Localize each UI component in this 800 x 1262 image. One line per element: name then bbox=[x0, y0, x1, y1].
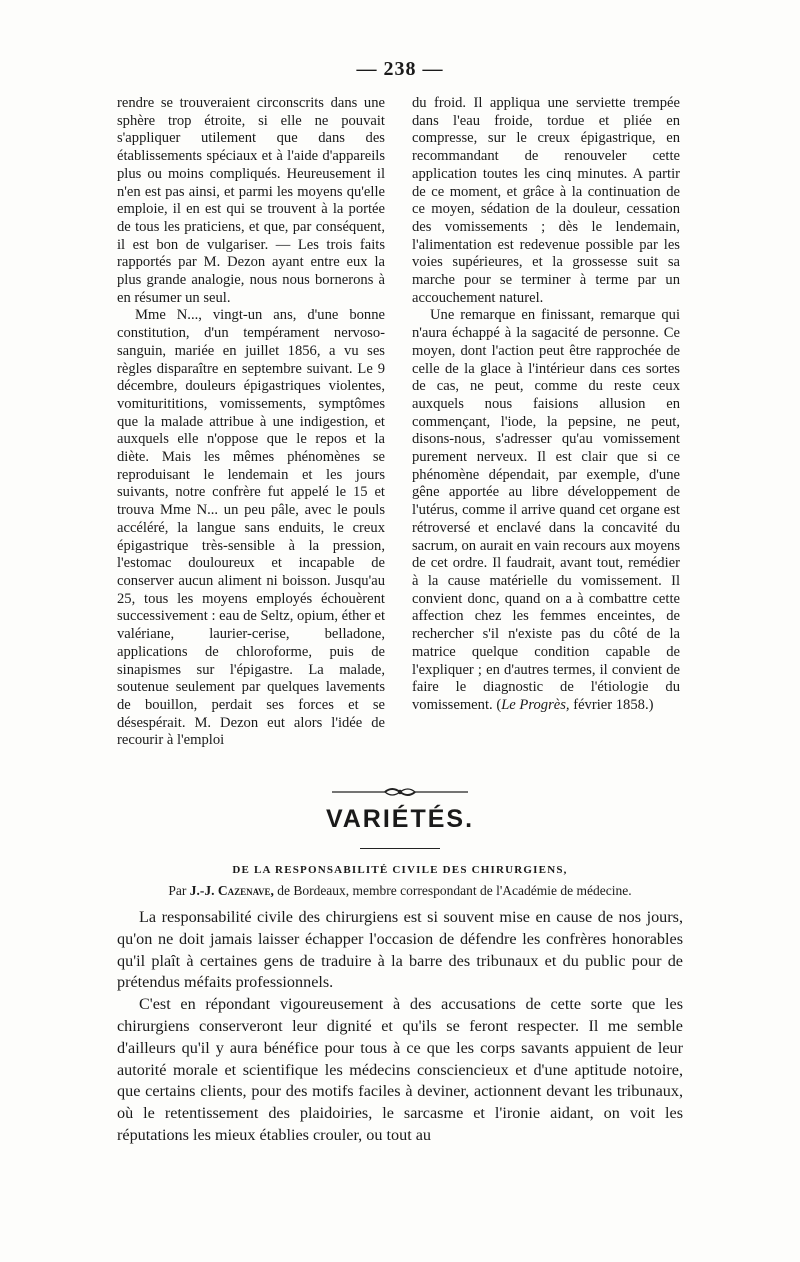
right-paragraph-2: Une remarque en finissant, remarque qui n'aura échappé à la sagacité de personne. Ce moyen, dont l'action peut être rapprochée de celle de la glace à l'intérieur dans ces sortes de cas, ne peut, comme du reste ceux auxquels nous faisions allusion en commençant, l'iode, la pepsine, ne peut, disons-nous, s'adresser qu'au vomissement purement nerveux. Il est clair que si ce phénomène dépendait, par exemple, d'une gêne apportée au libre développement de l'utérus, comme il arrive quand cet organe est rétroversé et enclavé dans la concavité du sacrum, on aurait en vain recours aux moyens de cet ordre. Il faudrait, avant tout, remédier à la cause matérielle du vomissement. Il convient donc, quand on a à combattre cette affection chez les femmes enceintes, de rechercher s'il n'existe pas du côté de la matrice quelque condition capable de l'expliquer ; en d'autres termes, il convient de faire le diagnostic de l'étiologie du vomissement. (Le Progrès, février 1858.) bbox=[412, 307, 680, 713]
right-paragraph-2-text: Une remarque en finissant, remarque qui n'aura échappé à la sagacité de personne. Ce moyen, dont l'action peut être rapprochée de celle de la glace à l'intérieur dans ces sortes de cas, ne peut, comme du reste ceux auxquels nous faisions allusion en commençant, l'iode, la pepsine, ne peut, disons-nous, s'adresser qu'au vomissement purement nerveux. Il est clair que si ce phénomène dépendait, par exemple, d'une gêne apportée au libre développement de l'utérus, comme il arrive quand cet organe est rétroversé et enclavé dans la concavité du sacrum, on aurait en vain recours aux moyens de cet ordre. Il faudrait, avant tout, remédier à la cause matérielle du vomissement. Il convient donc, quand on a à combattre cette affection chez les femmes enceintes, de rechercher s'il n'existe pas du côté de la matrice quelque condition capable de l'expliquer ; en d'autres termes, il convient de faire le diagnostic de l'étiologie du vomissement. bbox=[412, 307, 680, 713]
left-column bbox=[117, 95, 385, 750]
citation-date: février 1858.) bbox=[573, 696, 654, 713]
title-rule bbox=[360, 848, 440, 849]
left-paragraph-1: rendre se trouveraient circonscrits dans une sphère trop étroite, si elle ne pouvait s'appliquer utilement que dans des établissements spéciaux et à l'aide d'appareils plus ou moins compliqués. Heureusement il n'en est pas ainsi, et parmi les moyens qu'elle emploie, il en est qui se trouvent à la portée de tous les praticiens, et que, par conséquent, il est bon de vulgariser. — Les trois faits rapportés par M. Dezon ayant entre eux la plus grande analogie, nous nous bornerons à en résumer un seul. bbox=[117, 95, 385, 306]
citation-journal: Le Progrès, bbox=[501, 696, 570, 713]
article-body bbox=[117, 907, 683, 1147]
byline bbox=[117, 883, 683, 899]
article-paragraph-2: C'est en répondant vigoureusement à des accusations de cette sorte que les chirurgiens conserveront leur dignité et qu'ils se feront respecter. Il me semble d'ailleurs qu'il y aura bénéfice pour tous à ce que les corps savants appuient de leur autorité morale et scientifique les médecins consciencieux et d'une aptitude notoire, que certains clients, pour des motifs faciles à deviner, actionnent devant les tribunaux, où le retentissement des plaidoiries, le sarcasme et l'ironie aidant, on voit les réputations les mieux établies crouler, ou tout au bbox=[117, 995, 683, 1144]
article-paragraph-1: La responsabilité civile des chirurgiens est si souvent mise en cause de nos jours, qu'on ne doit jamais laisser échapper l'occasion de défendre les confrères honorables qu'il plaît à certaines gens de traduire à la barre des tribunaux et du public pour de prétendus méfaits professionnels. bbox=[117, 908, 683, 992]
right-column bbox=[412, 95, 680, 715]
section-ornament bbox=[330, 785, 470, 799]
byline-prefix: Par bbox=[168, 883, 187, 898]
page-number: — 238 — bbox=[356, 58, 444, 80]
section-title: VARIÉTÉS. bbox=[325, 805, 475, 833]
byline-author: J.-J. Cazenave, bbox=[189, 883, 274, 898]
article-title: DE LA RESPONSABILITÉ CIVILE DES CHIRURGIENS, bbox=[232, 864, 568, 876]
right-paragraph-1: du froid. Il appliqua une serviette trempée dans l'eau froide, tordue et pliée en compresse, sur le creux épigastrique, en recommandant de renouveler cette application toutes les cinq minutes. A partir de ce moment, et grâce à la continuation de ce moyen, sédation de la douleur, cessation des vomissements ; dès le lendemain, l'alimentation est redevenue possible par les voies supérieures, et la grossesse suit sa marche pour se terminer à terme par un accouchement naturel. bbox=[412, 95, 680, 306]
byline-affiliation: de Bordeaux, membre correspondant de l'Académie de médecine. bbox=[277, 883, 632, 898]
left-paragraph-2: Mme N..., vingt-un ans, d'une bonne constitution, d'un tempérament nervoso-sanguin, mariée en juillet 1856, a vu ses règles disparaître en septembre suivant. Le 9 décembre, douleurs épigastriques violentes, vomiturititions, vomissements, symptômes que la malade attribue à une indigestion, et auxquels elle n'oppose que le repos et la diète. Mais les mêmes phénomènes se reproduisant le lendemain et les jours suivants, notre confrère fut appelé le 15 et trouva Mme N... un peu pâle, avec le pouls accéléré, la langue sans enduits, le creux épigastrique très-sensible à la pression, l'estomac douloureux et incapable de conserver aucun aliment ni boisson. Jusqu'au 25, tous les moyens employés échouèrent successivement : eau de Seltz, opium, éther et valériane, laurier-cerise, belladone, applications de chloroforme, puis de sinapismes sur l'épigastre. La malade, soutenue seulement par quelques lavements de bouillon, perdait ses forces et se désespérait. M. Dezon eut alors l'idée de recourir à l'emploi bbox=[117, 307, 385, 749]
